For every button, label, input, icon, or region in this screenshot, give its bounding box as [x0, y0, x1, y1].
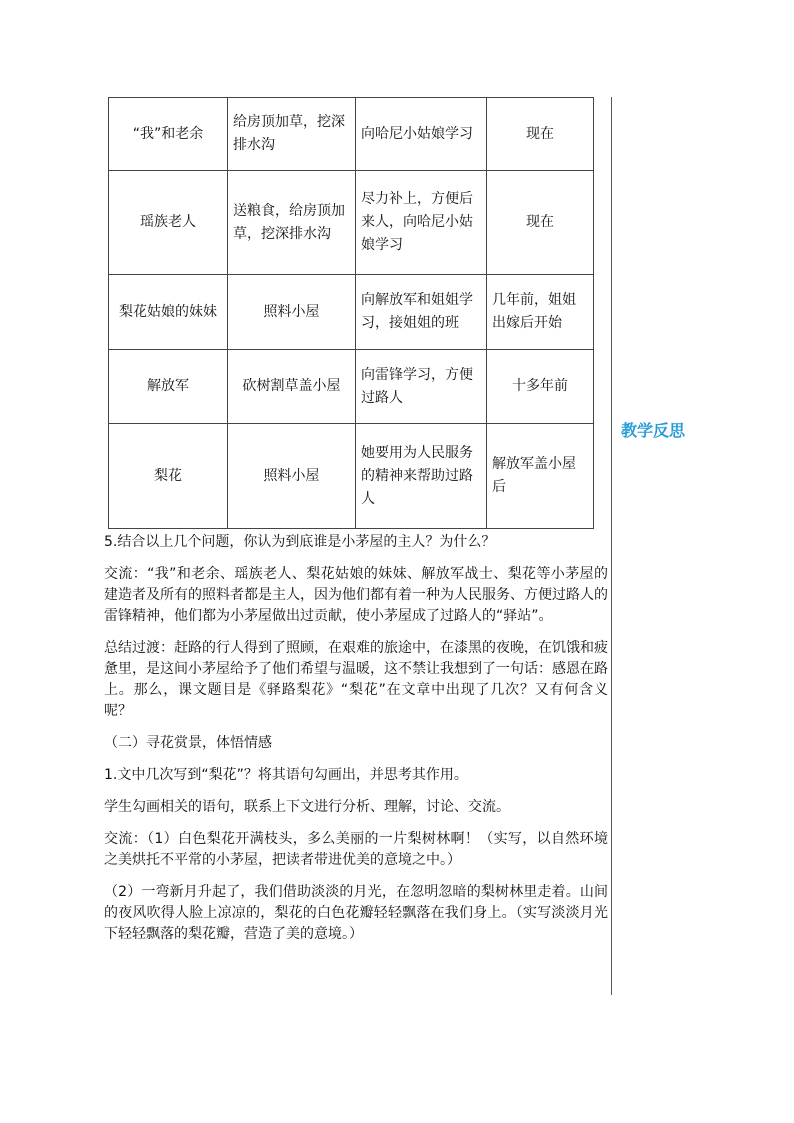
builders-table — [108, 97, 594, 529]
table-cell-time: 几年前，姐姐出嫁后开始 — [487, 275, 594, 350]
table-cell-person: 梨花姑娘的妹妹 — [109, 275, 228, 350]
table-row — [109, 424, 594, 529]
table-cell-deed: 照料小屋 — [228, 275, 356, 350]
table-cell-person: “我”和老余 — [109, 98, 228, 171]
table-cell-deed: 给房顶加草，挖深排水沟 — [228, 98, 356, 171]
table-cell-reason: 向哈尼小姑娘学习 — [356, 98, 487, 171]
table-cell-deed: 送粮食，给房顶加草，挖深排水沟 — [228, 171, 356, 275]
section-heading: （二）寻花赏景，体悟情感 — [104, 735, 272, 751]
table-cell-reason: 她要用为人民服务的精神来帮助过路人 — [356, 424, 487, 529]
question-paragraph: 5.结合以上几个问题，你认为到底谁是小茅屋的主人？为什么？ — [104, 534, 496, 550]
table-row — [109, 98, 594, 171]
transition-paragraph: 总结过渡：赶路的行人得到了照顾，在艰难的旅途中，在漆黑的夜晚，在饥饿和疲惫里，是这间小茅屋给予了他们希望与温暖，这不禁让我想到了一句话：感恩在路上。那么，课文题目是《驿路梨花》“梨花”在文章中出现了几次？又有何含义呢？ — [104, 640, 608, 719]
table-cell-reason: 向解放军和姐姐学习，接姐姐的班 — [356, 275, 487, 350]
table-cell-time: 十多年前 — [487, 350, 594, 424]
table-row — [109, 350, 594, 424]
table-cell-person: 梨花 — [109, 424, 228, 529]
table-cell-reason: 向雷锋学习，方便过路人 — [356, 350, 487, 424]
table-cell-deed: 砍树割草盖小屋 — [228, 350, 356, 424]
table-cell-deed: 照料小屋 — [228, 424, 356, 529]
table-cell-time: 现在 — [487, 98, 594, 171]
table-cell-person: 瑶族老人 — [109, 171, 228, 275]
table-row — [109, 171, 594, 275]
table-cell-reason: 尽力补上，方便后来人，向哈尼小姑娘学习 — [356, 171, 487, 275]
teaching-reflection-heading: 教学反思 — [621, 421, 686, 440]
discussion-paragraph: （2）一弯新月升起了，我们借助淡淡的月光，在忽明忽暗的梨树林里走着。山间的夜风吹得人脸上凉凉的，梨花的白色花瓣轻轻飘落在我们身上。（实写淡淡月光下轻轻飘落的梨花瓣，营造了美的意境。） — [104, 884, 608, 942]
discussion-paragraph: 交流：“我”和老余、瑶族老人、梨花姑娘的妹妹、解放军战士、梨花等小茅屋的建造者及所有的照料者都是主人，因为他们都有着一种为人民服务、方便过路人的雷锋精神，他们都为小茅屋做出过贡献，使小茅屋成了过路人的“驿站”。 — [104, 566, 608, 624]
activity-paragraph: 学生勾画相关的语句，联系上下文进行分析、理解，讨论、交流。 — [104, 799, 510, 815]
table-cell-time: 解放军盖小屋后 — [487, 424, 594, 529]
table-cell-time: 现在 — [487, 171, 594, 275]
table-row — [109, 275, 594, 350]
question-paragraph: 1.文中几次写到“梨花”？将其语句勾画出，并思考其作用。 — [104, 767, 468, 783]
lesson-body — [104, 532, 608, 956]
table-cell-person: 解放军 — [109, 350, 228, 424]
discussion-paragraph: 交流：（1）白色梨花开满枝头，多么美丽的一片梨树林啊！（实写，以自然环境之美烘托不平常的小茅屋，把读者带进优美的意境之中。） — [104, 831, 608, 868]
margin-divider-line — [611, 97, 612, 995]
